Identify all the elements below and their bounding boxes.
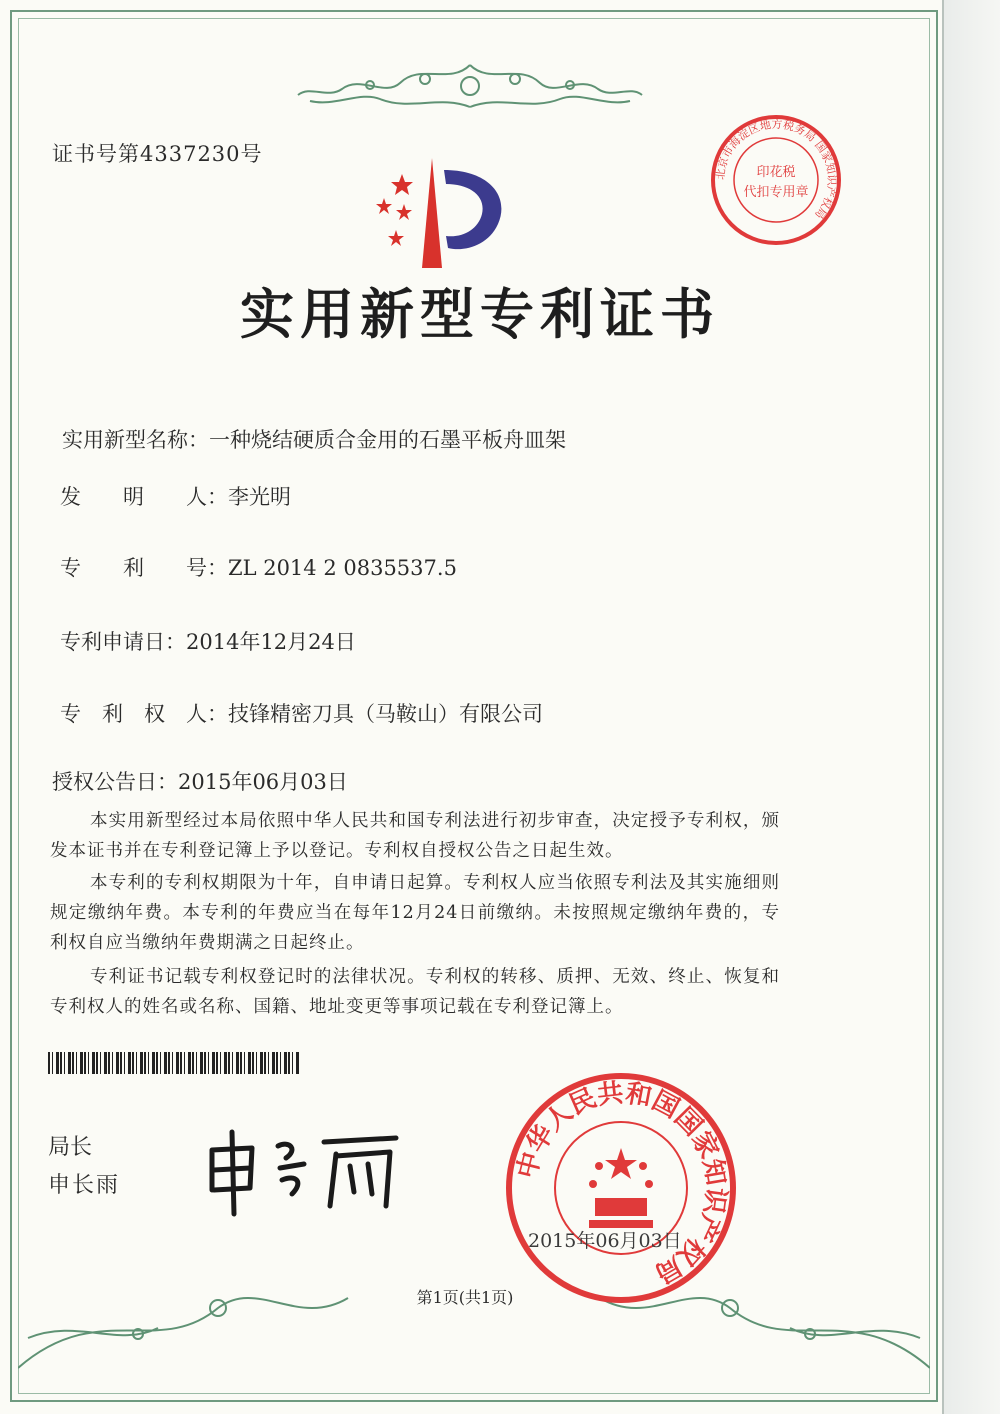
field-patent-number [60,552,457,582]
page-number: 第1页(共1页) [416,1288,514,1307]
field-grant-date [52,766,348,796]
field-label: 授权公告日： [52,770,178,794]
tax-stamp-ring-text: 北京市海淀区地方税务局 国家知识产权局 [713,117,839,222]
field-value: 一种烧结硬质合金用的石墨平板舟皿架 [209,428,566,452]
field-value: ZL 2014 2 0835537.5 [228,556,457,580]
top-ornament [290,55,650,117]
field-application-date [60,626,356,656]
body-paragraph-3: 专利证书记载专利权登记时的法律状况。专利权的转移、质押、无效、终止、恢复和专利权人的姓名或名称、国籍、地址变更等事项记载在专利登记簿上。 [50,967,780,1017]
field-value: 李光明 [228,485,291,509]
field-label: 实用新型名称： [62,428,209,452]
tax-stamp [708,112,844,248]
field-patentee [60,698,543,728]
tax-stamp-center-2: 代扣专用章 [743,185,809,200]
body-paragraph-2: 本专利的专利权期限为十年，自申请日起算。专利权人应当依照专利法及其实施细则规定缴纳年费。本专利的年费应当在每年12月24日前缴纳。未按照规定缴纳年费的，专利权自应当缴纳年费期满之日起终止。 [50,873,780,953]
field-inventor [60,481,291,511]
field-label: 专 利 权 人： [60,702,228,726]
office-seal [503,1070,739,1306]
field-value: 2015年06月03日 [178,770,348,794]
director-signature [200,1110,430,1220]
barcode [48,1052,300,1074]
director-name: 申长雨 [48,1173,121,1198]
field-value: 2014年12月24日 [186,630,356,654]
field-value: 技锋精密刀具（马鞍山）有限公司 [228,702,543,726]
field-label: 专 利 号： [60,556,228,580]
page-edge [942,0,1000,1414]
office-seal-ring-text: 中华人民共和国国家知识产权局 [512,1078,731,1289]
field-label: 发 明 人： [60,485,228,509]
tax-stamp-center-1: 印花税 [756,165,796,180]
certificate-number: 证书号第4337230号 [52,142,263,166]
seal-grant-date: 2015年06月03日 [528,1230,682,1252]
body-paragraph-1: 本实用新型经过本局依照中华人民共和国专利法进行初步审查，决定授予专利权，颁发本证书并在专利登记簿上予以登记。专利权自授权公告之日起生效。 [50,811,780,861]
certificate-title: 实用新型专利证书 [240,282,720,346]
director-title: 局长 [48,1135,93,1160]
bottom-ornament [18,1238,930,1378]
field-label: 专利申请日： [60,630,186,654]
field-utility-model-name [62,424,566,454]
patent-office-logo [360,152,520,272]
